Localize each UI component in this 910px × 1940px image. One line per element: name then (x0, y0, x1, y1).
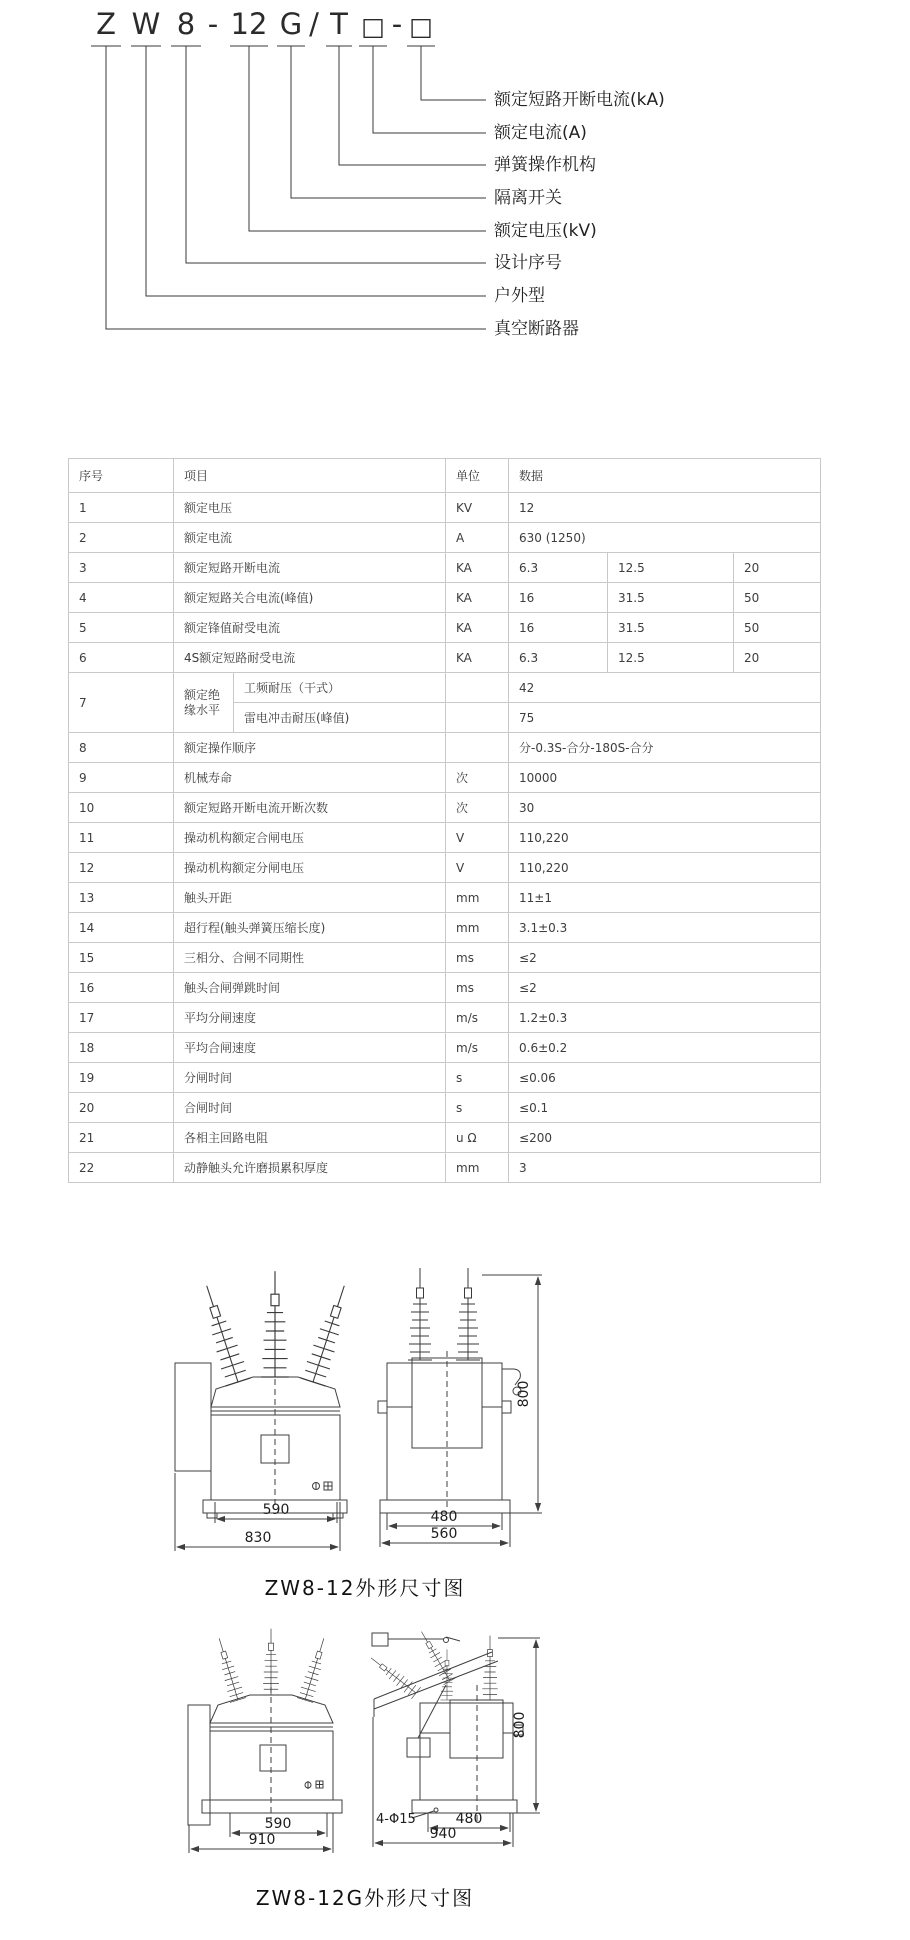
cell-data: 75 (509, 703, 821, 733)
table-row (69, 613, 821, 643)
cell-unit: ms (446, 943, 509, 973)
designation-label: 隔离开关 (494, 188, 562, 208)
callout-line (230, 46, 486, 231)
code-char: G (279, 7, 303, 41)
dim-height: 800 (516, 1380, 532, 1408)
marking-symbols (305, 1781, 323, 1789)
cell-unit: 次 (446, 763, 509, 793)
cell-data: 50 (734, 613, 821, 643)
cell-item: 额定短路开断电流 (174, 553, 446, 583)
cell-item: 机械寿命 (174, 763, 446, 793)
cell-data: 30 (509, 793, 821, 823)
cell-data: 20 (734, 553, 821, 583)
cell-unit: KA (446, 643, 509, 673)
cell-unit: s (446, 1063, 509, 1093)
spec-table-header (69, 459, 821, 493)
front-view (175, 1271, 357, 1518)
table-row (69, 523, 821, 553)
designation-label: 额定电压(kV) (494, 221, 597, 241)
cell-item: 动静触头允许磨损累积厚度 (174, 1153, 446, 1183)
cell-data: 12.5 (608, 643, 734, 673)
dimension-lines (175, 1275, 542, 1551)
cell-item: 4S额定短路耐受电流 (174, 643, 446, 673)
callout-line (277, 46, 486, 198)
cell-data: 6.3 (509, 553, 608, 583)
designation-label: 真空断路器 (494, 319, 579, 339)
cell-no: 8 (69, 733, 174, 763)
code-placeholder-box: □ (409, 12, 433, 41)
cell-unit: mm (446, 913, 509, 943)
cell-unit: mm (446, 1153, 509, 1183)
cell-unit: s (446, 1093, 509, 1123)
code-char: - (391, 7, 403, 41)
cell-no: 18 (69, 1033, 174, 1063)
cell-data: 0.6±0.2 (509, 1033, 821, 1063)
table-row (69, 1003, 821, 1033)
cell-unit: KV (446, 493, 509, 523)
table-row (69, 1033, 821, 1063)
cell-no: 10 (69, 793, 174, 823)
dim-front-inner: 590 (262, 1502, 290, 1518)
cell-data: ≤0.06 (509, 1063, 821, 1093)
code-char: T (330, 7, 348, 41)
cell-no: 17 (69, 1003, 174, 1033)
cell-no: 14 (69, 913, 174, 943)
cell-no: 19 (69, 1063, 174, 1093)
cell-data: 6.3 (509, 643, 608, 673)
callout-line (359, 46, 486, 133)
cell-data: 31.5 (608, 583, 734, 613)
cell-item: 三相分、合闸不同期性 (174, 943, 446, 973)
front-view (188, 1629, 342, 1825)
cell-item: 额定电流 (174, 523, 446, 553)
cell-no: 15 (69, 943, 174, 973)
cell-unit: A (446, 523, 509, 553)
dim-side-outer: 940 (429, 1826, 457, 1842)
side-view (378, 1268, 521, 1513)
cell-data: 110,220 (509, 823, 821, 853)
designation-label: 额定电流(A) (494, 123, 587, 143)
cell-no: 21 (69, 1123, 174, 1153)
code-placeholder-box: □ (361, 12, 385, 41)
callout-line (131, 46, 486, 296)
dim-side-inner: 480 (430, 1509, 458, 1525)
designation-label: 弹簧操作机构 (494, 155, 596, 175)
cell-data: 16 (509, 613, 608, 643)
cell-unit: ms (446, 973, 509, 1003)
cell-unit (446, 733, 509, 763)
cell-data: 10000 (509, 763, 821, 793)
table-row (69, 553, 821, 583)
dim-side-outer: 560 (430, 1526, 458, 1542)
model-designation-diagram (0, 0, 910, 380)
cell-data: ≤2 (509, 973, 821, 1003)
figure-caption-zw8-12g: ZW8-12G外形尺寸图 (255, 1886, 475, 1910)
cell-data: 50 (734, 583, 821, 613)
cell-data: 31.5 (608, 613, 734, 643)
cell-item: 额定短路关合电流(峰值) (174, 583, 446, 613)
cell-no: 13 (69, 883, 174, 913)
table-row (69, 1093, 821, 1123)
code-char: W (131, 7, 161, 41)
marking-symbols (313, 1482, 333, 1490)
cell-no: 1 (69, 493, 174, 523)
cell-data: 12 (509, 493, 821, 523)
cell-no: 16 (69, 973, 174, 1003)
cell-no: 22 (69, 1153, 174, 1183)
cell-unit: KA (446, 613, 509, 643)
header-no: 序号 (69, 459, 174, 493)
cell-no: 7 (69, 673, 174, 733)
dim-front-outer: 910 (248, 1832, 276, 1848)
spec-table (68, 458, 821, 1183)
cell-unit: 次 (446, 793, 509, 823)
table-row (69, 793, 821, 823)
table-row (69, 883, 821, 913)
callout-lines (0, 0, 910, 380)
table-row (69, 973, 821, 1003)
side-view (366, 1628, 523, 1821)
cell-item: 额定操作顺序 (174, 733, 446, 763)
cell-unit (446, 673, 509, 703)
header-item: 项目 (174, 459, 446, 493)
code-char: 8 (176, 7, 196, 41)
outline-drawing-zw8-12 (150, 1255, 580, 1560)
cell-item: 操动机构额定分闸电压 (174, 853, 446, 883)
designation-label: 户外型 (494, 286, 545, 306)
cell-unit: u Ω (446, 1123, 509, 1153)
cell-data: 630 (1250) (509, 523, 821, 553)
cell-item: 操动机构额定合闸电压 (174, 823, 446, 853)
table-row (69, 1063, 821, 1093)
cell-data: ≤0.1 (509, 1093, 821, 1123)
cell-unit: m/s (446, 1003, 509, 1033)
table-row (69, 493, 821, 523)
header-unit: 单位 (446, 459, 509, 493)
cell-item: 额定绝缘水平 (174, 673, 234, 733)
cell-unit: V (446, 853, 509, 883)
cell-item: 超行程(触头弹簧压缩长度) (174, 913, 446, 943)
dim-height: 800 (512, 1711, 528, 1739)
table-row (69, 913, 821, 943)
cell-data: 12.5 (608, 553, 734, 583)
code-char: / (309, 7, 319, 41)
dim-side-inner: 480 (455, 1811, 483, 1827)
cell-item: 平均合闸速度 (174, 1033, 446, 1063)
cell-data: 110,220 (509, 853, 821, 883)
table-row (69, 823, 821, 853)
cell-no: 12 (69, 853, 174, 883)
table-row (69, 643, 821, 673)
cell-item: 各相主回路电阻 (174, 1123, 446, 1153)
cell-data: 3.1±0.3 (509, 913, 821, 943)
header-row (69, 459, 821, 493)
cell-item: 合闸时间 (174, 1093, 446, 1123)
table-row (69, 673, 821, 703)
cell-data: 3 (509, 1153, 821, 1183)
callout-line (91, 46, 486, 329)
cell-item: 额定电压 (174, 493, 446, 523)
cell-item: 触头开距 (174, 883, 446, 913)
cell-no: 9 (69, 763, 174, 793)
cell-unit: m/s (446, 1033, 509, 1063)
cell-data: ≤200 (509, 1123, 821, 1153)
table-row (69, 733, 821, 763)
table-row (69, 1123, 821, 1153)
figure-caption-zw8-12: ZW8-12外形尺寸图 (264, 1576, 466, 1600)
dim-front-outer: 830 (244, 1530, 272, 1546)
designation-label: 设计序号 (494, 253, 562, 273)
dimension-lines (189, 1638, 540, 1853)
cell-subitem: 雷电冲击耐压(峰值) (234, 703, 446, 733)
cell-no: 11 (69, 823, 174, 853)
cell-no: 6 (69, 643, 174, 673)
cell-unit: KA (446, 553, 509, 583)
cell-data: ≤2 (509, 943, 821, 973)
callout-line (171, 46, 486, 263)
cell-no: 4 (69, 583, 174, 613)
callout-line (407, 46, 486, 100)
code-char: 12 (230, 7, 268, 41)
cell-unit: mm (446, 883, 509, 913)
cell-item: 额定锋值耐受电流 (174, 613, 446, 643)
table-row (69, 943, 821, 973)
cell-unit: KA (446, 583, 509, 613)
cell-data: 分-0.3S-合分-180S-合分 (509, 733, 821, 763)
spec-table-body (69, 493, 821, 1183)
designation-label: 额定短路开断电流(kA) (494, 90, 665, 110)
code-char: Z (96, 7, 116, 41)
cell-item: 分闸时间 (174, 1063, 446, 1093)
cell-no: 3 (69, 553, 174, 583)
dim-mounting-holes: 4-Φ15 (376, 1812, 416, 1827)
table-row (69, 763, 821, 793)
header-data: 数据 (509, 459, 821, 493)
cell-unit: V (446, 823, 509, 853)
code-char: - (207, 7, 219, 41)
table-row (69, 1153, 821, 1183)
cell-item: 额定短路开断电流开断次数 (174, 793, 446, 823)
cell-no: 20 (69, 1093, 174, 1123)
table-row (69, 853, 821, 883)
callout-line (326, 46, 486, 165)
cell-data: 16 (509, 583, 608, 613)
cell-data: 11±1 (509, 883, 821, 913)
table-row (69, 583, 821, 613)
cell-subitem: 工频耐压（干式） (234, 673, 446, 703)
cell-data: 1.2±0.3 (509, 1003, 821, 1033)
cell-unit (446, 703, 509, 733)
cell-data: 20 (734, 643, 821, 673)
cell-no: 2 (69, 523, 174, 553)
dim-front-inner: 590 (264, 1816, 292, 1832)
outline-drawing-zw8-12g (150, 1625, 620, 1870)
cell-data: 42 (509, 673, 821, 703)
cell-no: 5 (69, 613, 174, 643)
cell-item: 平均分闸速度 (174, 1003, 446, 1033)
cell-item: 触头合闸弹跳时间 (174, 973, 446, 1003)
